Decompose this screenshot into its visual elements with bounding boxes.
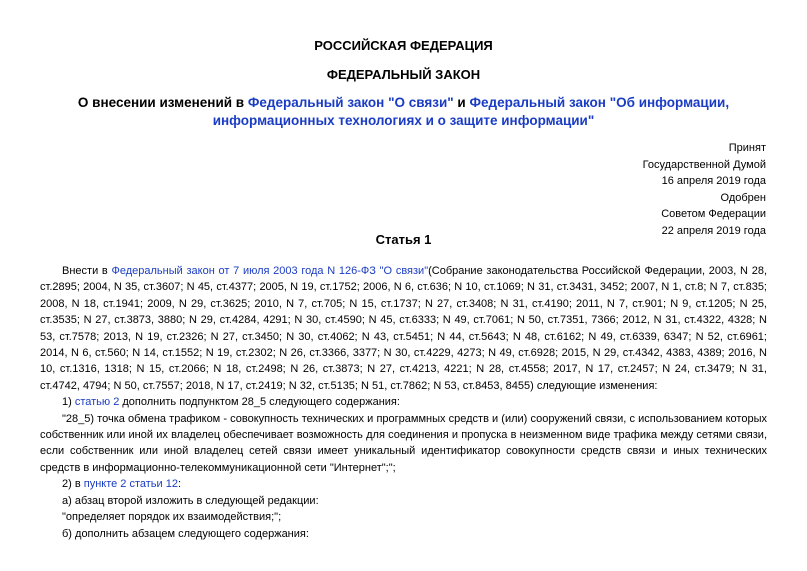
law-on-information-link-cont[interactable]: информационных технологиях и о защите информации": [212, 113, 595, 128]
title-text: О внесении изменений в: [77, 95, 248, 110]
article-12-point-2-link[interactable]: пункте 2 статьи 12: [83, 478, 178, 491]
quoted-paragraph: "28_5) точка обмена трафиком - совокупность технических и программных средств и (или) сооружений связи, с использованием которых собственник или иной их владелец обеспечивает возможность для соединения и пропуска в неизменном виде трафика между сетями связи, если собственник или иной владелец сетей связи имеет уникальный идентификатор совокупности средств связи и иных технических средств в информационно-телекоммуникационной сети "Интернет";";: [40, 412, 767, 474]
approval-line: Одобрен: [720, 191, 766, 204]
item-text: дополнить подпунктом 28_5 следующего содержания:: [119, 396, 400, 409]
law-on-communications-link[interactable]: Федеральный закон "О связи": [247, 95, 454, 110]
item-text: 1): [62, 396, 75, 409]
adoption-line: Государственной Думой: [642, 158, 766, 171]
quoted-line: "определяет порядок их взаимодействия;";: [62, 511, 282, 524]
adoption-line: Принят: [728, 142, 766, 154]
list-item: [40, 476, 767, 492]
law-title: [0, 94, 807, 130]
approval-date: 22 апреля 2019 года: [661, 224, 766, 237]
paragraph-text: (Собрание законодательства Российской Федерации, 2003, N 28, ст.2895; 2004, N 35, ст.3607; N 45, ст.4377; 2005, N 19, ст.1752; 2006, N 6, ст.636; N 10, ст.1069; N 31, ст.3431, 3452; 2007, N 1, ст.8; N 7, ст.835; 2008, N 18, ст.1941; 2009, N 29, ст.3625; 2010, N 7, ст.705; N 15, ст.1737; N 27, ст.3408; N 31, ст.4190; 2011, N 7, ст.901; N 9, ст.1205; N 25, ст.3535; N 27, ст.3873, 3880; N 29, ст.4284, 4291; N 30, ст.4590; N 45, ст.6333; N 49, ст.7061; N 50, ст.7351, 7366; 2012, N 31, ст.4322, 4328; N 53, ст.7578; 2013, N 19, ст.2326; N 27, ст.3450; N 30, ст.4062; N 43, ст.5451; N 44, ст.5643; N 48, ст.6162; N 49, ст.6339, 6347; N 52, ст.6961; 2014, N 6, ст.560; N 14, ст.1552; N 19, ст.2302; N 26, ст.3366, 3377; N 30, ст.4229, 4273; N 49, ст.6928; 2015, N 29, ст.4342, 4383, 4389; 2016, N 10, ст.1316, 1318; N 15, ст.2066; N 18, ст.2498; N 26, ст.3873; N 27, ст.4213, 4221; N 28, ст.4558; 2017, N 17, ст.2457; N 24, ст.3479; N 31, ст.4742, 4794; N 50, ст.7557; 2018, N 17, ст.2419; N 32, ст.5135; N 51, ст.7862; N 53, ст.8453, 8455) следующие изменения:: [40, 265, 767, 392]
list-item: [40, 394, 767, 410]
law-on-information-link[interactable]: Федеральный закон "Об информации,: [469, 95, 730, 110]
country-heading: РОССИЙСКАЯ ФЕДЕРАЦИЯ: [314, 38, 493, 53]
list-item: б) дополнить абзацем следующего содержания:: [62, 527, 309, 540]
item-text: :: [177, 478, 182, 491]
law-126fz-link[interactable]: Федеральный закон от 7 июля 2003 года N 126-ФЗ "О связи": [111, 265, 429, 277]
article-2-link[interactable]: статью 2: [74, 396, 120, 409]
item-text: 2) в: [62, 478, 84, 491]
article-body: [40, 263, 767, 542]
document-type-heading: ФЕДЕРАЛЬНЫЙ ЗАКОН: [326, 67, 481, 82]
adoption-info: [643, 140, 766, 240]
adoption-date: 16 апреля 2019 года: [661, 175, 766, 188]
title-text: и: [453, 95, 470, 110]
article-paragraph: [40, 263, 767, 394]
paragraph-text: Внести в: [62, 265, 112, 277]
article-heading: Статья 1: [375, 232, 432, 247]
list-item: а) абзац второй изложить в следующей редакции:: [62, 494, 319, 507]
approval-line: Советом Федерации: [661, 208, 766, 221]
